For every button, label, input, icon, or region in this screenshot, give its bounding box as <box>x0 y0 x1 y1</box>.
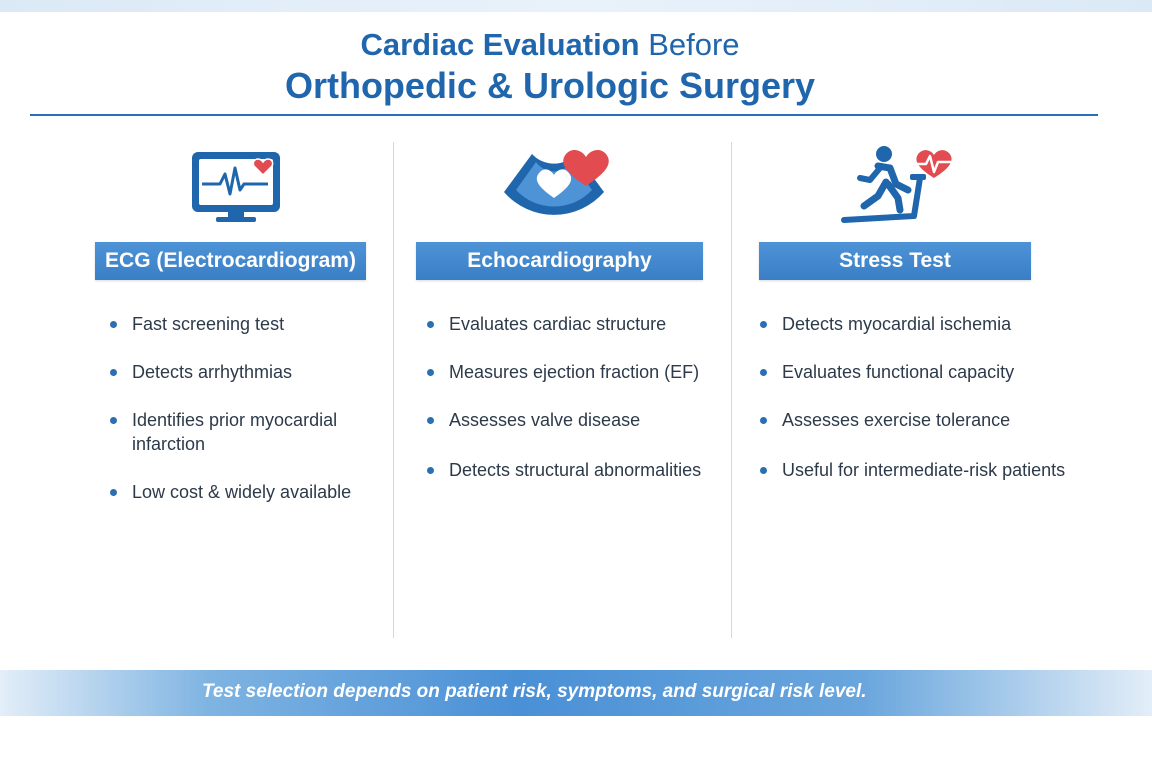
list-item: Fast screening test <box>110 312 372 336</box>
list-item: Detects structural abnormalities <box>427 458 717 482</box>
list-item: Evaluates functional capacity <box>760 360 1080 384</box>
page-title <box>0 26 1100 108</box>
title-line-1-bold: Cardiac Evaluation <box>360 27 640 62</box>
list-item: Evaluates cardiac structure <box>427 312 717 336</box>
title-line-2: Orthopedic & Urologic Surgery <box>284 65 816 106</box>
list-item: Useful for intermediate-risk patients <box>760 458 1080 482</box>
list-item: Identifies prior myocardial infarction <box>110 408 352 456</box>
list-item: Detects arrhythmias <box>110 360 372 384</box>
footer-banner <box>0 670 1152 716</box>
footer-text: Test selection depends on patient risk, symptoms, and surgical risk level. <box>202 681 867 702</box>
ecg-bullet-list <box>110 312 372 504</box>
list-item: Low cost & widely available <box>110 480 372 504</box>
stress-test-bullet-list <box>760 312 1080 482</box>
title-line-1 <box>0 26 1100 64</box>
top-strip <box>0 0 1152 12</box>
treadmill-runner-heart-icon <box>840 144 954 230</box>
title-divider <box>30 114 1098 116</box>
ultrasound-heart-icon <box>500 146 616 226</box>
echocardiography-bullet-list <box>427 312 717 482</box>
column-divider-1 <box>393 142 394 638</box>
list-item: Detects myocardial ischemia <box>760 312 1080 336</box>
title-line-1-light: Before <box>648 27 740 62</box>
echocardiography-header: Echocardiography <box>416 242 703 280</box>
list-item: Assesses valve disease <box>427 408 717 432</box>
ecg-header: ECG (Electrocardiogram) <box>95 242 366 280</box>
column-divider-2 <box>731 142 732 638</box>
list-item: Assesses exercise tolerance <box>760 408 1080 432</box>
monitor-ecg-heart-icon <box>190 150 286 224</box>
stress-test-header: Stress Test <box>759 242 1031 280</box>
list-item: Measures ejection fraction (EF) <box>427 360 717 384</box>
